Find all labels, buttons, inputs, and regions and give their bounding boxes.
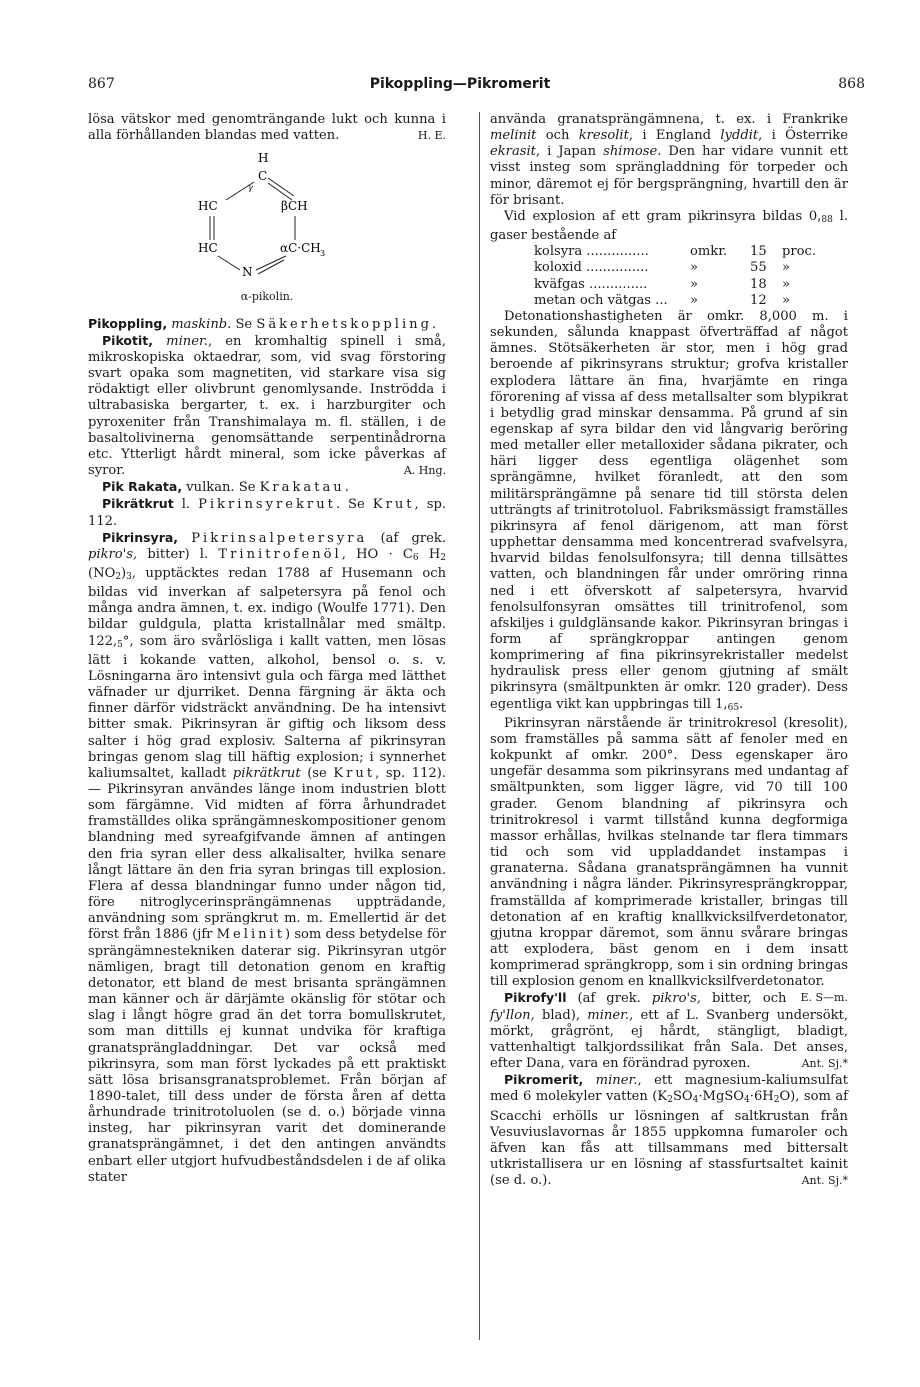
table-cell: proc. bbox=[782, 244, 817, 260]
table-row bbox=[534, 260, 848, 276]
entry-text: , i Japan bbox=[535, 144, 604, 160]
entry-text: l. gaser bestående af bbox=[490, 208, 848, 244]
entry-italic: ekrasit bbox=[490, 144, 536, 160]
entry-text: . bbox=[432, 316, 437, 332]
entry-abbr: maskinb. bbox=[171, 316, 232, 332]
formula-label-gamma: γ bbox=[248, 183, 253, 193]
table-cell-value: 55 bbox=[750, 260, 767, 276]
formula-text: ·6H bbox=[749, 1089, 774, 1105]
formula-subscript: 5 bbox=[117, 639, 123, 650]
entry-text: bitter, och bbox=[700, 991, 787, 1007]
entry-text: . Se bbox=[335, 497, 373, 513]
continued-text: lösa vätskor med genomträngande lukt och kunna i alla förhållanden blandas med vatten. bbox=[88, 112, 446, 144]
cross-reference: Krut bbox=[372, 497, 415, 513]
formula-bond bbox=[268, 183, 292, 200]
alpha-picoline-structure-diagram bbox=[196, 150, 326, 280]
entry-italic: shimose bbox=[603, 144, 658, 160]
formula-text: ·MgSO bbox=[698, 1089, 745, 1105]
entry-text: Vid explosion af ett gram pikrinsyra bildas 0, bbox=[504, 208, 822, 224]
author-signature: A. Hng. bbox=[403, 464, 446, 478]
entry-pik-rakata bbox=[88, 479, 446, 496]
entry-text: , i Österrike bbox=[758, 128, 848, 144]
entry-pikotit bbox=[88, 333, 446, 479]
table-cell: » bbox=[690, 276, 699, 292]
entry-italic: kresolit bbox=[578, 128, 629, 144]
entry-pikoppling bbox=[88, 316, 446, 333]
table-cell: » bbox=[782, 292, 791, 308]
table-cell: » bbox=[782, 276, 791, 292]
table-cell-label: kolsyra ............... bbox=[534, 244, 649, 260]
entry-text: , ett magnesium-kaliumsulfat med 6 molekyler vatten (K bbox=[490, 1073, 848, 1105]
entry-text: vulkan. Se bbox=[182, 480, 260, 496]
author-signature: E. S—m. bbox=[800, 991, 848, 1005]
cross-reference: Säkerhetskoppling bbox=[256, 316, 432, 332]
cross-reference: Pikrinsalpetersyra bbox=[191, 530, 368, 546]
author-signature: Ant. Sj.* bbox=[801, 1174, 848, 1188]
entry-pikrinsyra bbox=[88, 530, 446, 1186]
gas-paragraph bbox=[490, 209, 848, 244]
entry-italic: fy'llon, bbox=[490, 1007, 535, 1023]
entry-text: . bbox=[739, 696, 744, 712]
continued-paragraph bbox=[490, 112, 848, 209]
entry-text: Se bbox=[231, 316, 257, 332]
formula-subscript: 3 bbox=[126, 571, 132, 582]
entry-text: blad), bbox=[534, 1007, 588, 1023]
page-number-left: 867 bbox=[88, 76, 115, 92]
entry-headword: Pikotit, bbox=[102, 332, 153, 348]
entry-text: , sp. 112. bbox=[88, 497, 446, 529]
entry-headword: Pikrofy'll bbox=[504, 990, 567, 1006]
formula-caption: α-pikolin. bbox=[240, 290, 294, 304]
table-cell-label: kväfgas .............. bbox=[534, 276, 648, 292]
formula-subscript: 2 bbox=[667, 1095, 673, 1106]
formula-subscript: 65 bbox=[727, 702, 740, 713]
table-cell: » bbox=[690, 292, 699, 308]
table-row bbox=[534, 277, 848, 293]
page-title: Pikoppling—Pikromerit bbox=[369, 76, 551, 92]
entry-text: , en kromhaltig spinell i små, mikroskopiska oktaedrar, som, vid svag förstoring svart opaka som magnetiten, vid starkare visa sig rödaktigt eller olivbrunt genomlysande. Inströdda i ultrabasiska bergarter, t. ex. i harzburgiter och pyroxeniter från Transhimalaya m. fl. ställen, i de basaltolivinerna genomsättande serpentinådrorna etc. Ytterligt hårdt mineral, som icke påverkas af syror. bbox=[88, 333, 446, 479]
table-cell-value: 15 bbox=[750, 244, 767, 260]
formula-subscript: 2 bbox=[773, 1095, 780, 1106]
entry-text: , upptäcktes redan 1788 af Husemann och bildas vid inverkan af salpetersyra på fenol och många andra ämnen, t. ex. indigo (Woulfe 1771). Den bildar guldgula, platta kristallnålar med smältp. 122, bbox=[88, 565, 446, 649]
entry-text: , sp. 112). — Pikrinsyran användes länge inom industrien blott som färgämne. Vid midten af förra århundradet framställdes olika sprängämneskompositioner genom blandning med syreafgifvande ämnen af antingen den fria syran eller dess alkalisalter, hvilka senare långt lättare än den fria syran bringas till explosion. Flera af dessa blandningar funno under någon tid, före nitroglycerinsprängämnenas uppträdande, användning som sprängkrut m. m. Emellertid är det först från 1886 (jfr bbox=[88, 765, 446, 943]
entry-headword: Pik Rakata, bbox=[102, 479, 183, 495]
entry-text: (af grek. bbox=[566, 991, 652, 1007]
entry-text: . bbox=[344, 480, 349, 496]
entry-italic: miner. bbox=[595, 1073, 638, 1089]
table-cell-label: koloxid ............... bbox=[534, 260, 649, 276]
entry-italic: miner. bbox=[587, 1007, 630, 1023]
formula-text: (NO bbox=[88, 565, 116, 581]
cross-reference: Krut bbox=[333, 765, 376, 781]
formula-subscript: 4 bbox=[692, 1095, 699, 1106]
cross-reference: Trinitrofenöl bbox=[218, 546, 342, 562]
formula-atom-c-ch3: αC·CH bbox=[280, 241, 321, 256]
detonation-paragraph bbox=[490, 309, 848, 716]
entry-text: och bbox=[536, 128, 579, 144]
table-cell-value: 12 bbox=[750, 292, 767, 308]
author-signature: H. E. bbox=[417, 129, 446, 143]
entry-italic: lyddit bbox=[720, 128, 759, 144]
column-divider bbox=[479, 112, 480, 1340]
entry-text: °, som äro svårlösliga i kallt vatten, men lösas lätt i kokande vatten, alkohol, bensol o. s. v. Lösningarna äro intensivt gula och färga med lätthet väfnader ur djurriket. Denna färgning är äkta och finner därför vidsträckt användning. De ha intensivt bitter smak. Pikrinsyran är giftig och liksom dess salter i hög grad explosiv. Salterna af pikrinsyran bringas genom slag till häftig explosion; i synnerhet kaliumsaltet, kalladt bbox=[88, 633, 446, 781]
table-row bbox=[534, 244, 848, 260]
formula-atom-n: N bbox=[242, 265, 253, 280]
entry-text: ) som dess betydelse för sprängämnestekniken daterar sig. Pikrinsyran utgör nämligen, bragt till detonation genom en kraftig detonator, ett bland de mest brisanta sprängämnen man känner och är därjämte okänslig för stötar och slag i långt högre grad än det torra bomullskrutet, som man dittills ej kunnat undvika för kraftiga granatsprängladdningar. Det var också med pikrinsyra, som man först lyckades på ett praktiskt sätt lösa brisansgranatsproblemet. Från början af 1890-talet, till dess under de första åren af detta århundrade trinitrotoluolen (se d. o.) började vinna insteg, har pikrinsyran varit det dominerande granatsprängämnet, i det den antingen användts enbart eller utgjort hufvudbeståndsdelen i de af olika stater bbox=[88, 927, 446, 1185]
cross-reference: Krakatau bbox=[259, 480, 345, 496]
entry-pikromerit bbox=[490, 1072, 848, 1189]
entry-headword: Pikoppling, bbox=[88, 315, 168, 331]
entry-pikratkrut bbox=[88, 496, 446, 529]
entry-italic: melinit bbox=[490, 128, 537, 144]
formula-bond bbox=[256, 256, 286, 270]
author-signature: Ant. Sj.* bbox=[801, 1057, 848, 1071]
gas-composition-table bbox=[490, 244, 848, 309]
table-row bbox=[534, 293, 848, 309]
formula-atom-hc-lower: HC bbox=[198, 241, 218, 256]
formula-subscript: 6 bbox=[412, 552, 419, 563]
entry-text: (se bbox=[300, 765, 334, 781]
formula-text: ) bbox=[121, 565, 127, 581]
table-cell: » bbox=[782, 260, 791, 276]
entry-text: O), som af Scacchi erhölls ur lösningen af saltkrustan från Vesuviuslavornas år 1855 uppkomna fumaroler och äfven kan fås att tillsammans med bittersalt utkristallisera ur en lösning af stassfurtsaltet kainit (se d. o.). bbox=[490, 1089, 848, 1189]
formula-subscript: 2 bbox=[115, 571, 122, 582]
entry-italic: pikrätkrut bbox=[232, 765, 301, 781]
formula-text: H bbox=[418, 546, 441, 562]
cross-reference: Melinit bbox=[216, 927, 286, 943]
entry-text: (af grek. bbox=[367, 530, 446, 546]
entry-headword: Pikrinsyra, bbox=[102, 529, 179, 545]
right-column bbox=[490, 112, 848, 1189]
entry-text: Pikrinsyran närstående är trinitrokresol (kresolit), som framställes på samma sätt af fenoler med en kokpunkt af omkr. 200°. Dess egenskaper äro ungefär desamma som pikrinsyrans med undantag af smältpunkten, som ligger lägre, vid 70 till 100 grader. Genom blandning af pikrinsyra och trinitrokresol i varmt tillstånd kunna degformiga massor erhållas, hvilkas stelnande tar flera timmars tid och som vid uppladdandet instampas i granaterna. Sådana granatsprängämnen ha vunnit användning i några länder. Pikrinsyresprängkroppar, framställda af komprimerade kristaller, bringas till detonation af en kraftig knallkvicksilfverdetonator, gjutna kroppar däremot, som ännu svårare bringas att explodera, bäst genom en i dem insatt komprimerad sprängkropp, som i sin ordning bringas till explosion genom en knallkvicksilfverdetonator. bbox=[490, 715, 848, 990]
continued-paragraph bbox=[88, 112, 446, 144]
formula-text: , HO · C bbox=[341, 546, 413, 562]
formula-atom-h: H bbox=[258, 151, 269, 166]
entry-headword: Pikrätkrut bbox=[102, 496, 174, 512]
formula-bond bbox=[218, 256, 240, 270]
formula-subscript: 4 bbox=[744, 1095, 750, 1106]
cross-reference: Pikrinsyrekrut bbox=[198, 497, 336, 513]
entry-text: Detonationshastigheten är omkr. 8,000 m. i sekunden, sålunda knappast öfverträffad af något ämnes. Stötsäkerheten är stor, men i hög grad beroende af pikrinsyrans struktur; grofva kristaller explodera lättare än fina, hvarjämte en ringa förorening af vissa af dess metallsalter som blypikrat i betydlig grad minskar densamma. På grund af sin egenskap af syra bildar den vid långvarig beröring med metaller eller metalloxider sådana pikrater, och häri ligger dess egentliga olägenhet som sprängämne, hvilket föranledt, att den som militärsprängämne på senare tid till största delen utträngts af trinitrotoluol. Fabriksmässigt framställes pikrinsyra af fenol därigenom, att man först upphettar densamma med koncentrerad svafvelsyra, hvarvid bildas fenolsulfonsyra; till denna tillsättes vatten, och blandningen får under omröring rinna ned i ett öfverskott af salpetersyra, hvarvid fenolsulfonsyran omsättes till trinitrofenol, som afskiljes i guldglänsande kakor. Pikrinsyran bringas i form af sprängkroppar antingen genom komprimering af fina pikrinsyrekristaller medelst hydraulisk press eller genom gjutning af smält pikrinsyra (smältpunkten är omkr. 120 grader). Dess egentliga vikt kan uppbringas till 1, bbox=[490, 308, 848, 712]
formula-subscript: 88 bbox=[821, 214, 833, 225]
formula-sub-3: 3 bbox=[320, 249, 326, 259]
entry-text: , ett af L. Svanberg undersökt, mörkt, grågrönt, ej hårdt, stängligt, bladigt, vattenhaltigt talkjordssilikat från Sala. Det anses, efter Dana, vara en förändrad pyroxen. bbox=[490, 1007, 848, 1072]
formula-atom-ch-right: βCH bbox=[281, 199, 308, 214]
formula-subscript: 2 bbox=[440, 552, 447, 563]
formula-bond bbox=[268, 178, 294, 196]
table-cell-value: 18 bbox=[750, 276, 767, 292]
entry-text: , i England bbox=[628, 128, 721, 144]
page-number-right: 868 bbox=[838, 76, 865, 92]
entry-headword: Pikromerit, bbox=[504, 1072, 584, 1088]
entry-text: l. bbox=[173, 497, 199, 513]
entry-text: . Den har vidare vunnit ett visst insteg som sprängladdning för torpeder och minor, däremot ej för bergsprängning, hvartill den är för brisant. bbox=[490, 144, 849, 208]
entry-abbr: miner. bbox=[166, 333, 208, 349]
entry-text: bitter) l. bbox=[137, 546, 219, 562]
table-cell: » bbox=[690, 260, 699, 276]
entry-text: använda granatsprängämnena, t. ex. i Frankrike bbox=[490, 112, 848, 127]
left-column bbox=[88, 112, 446, 1186]
formula-atom-c-top: C bbox=[258, 169, 268, 184]
formula-atom-hc-left: HC bbox=[198, 199, 218, 214]
table-cell: omkr. bbox=[690, 244, 728, 260]
entry-italic: pikro's, bbox=[88, 546, 138, 562]
entry-italic: pikro's, bbox=[651, 991, 701, 1007]
formula-text: SO bbox=[672, 1089, 693, 1105]
table-cell-label: metan och vätgas ... bbox=[534, 292, 668, 308]
